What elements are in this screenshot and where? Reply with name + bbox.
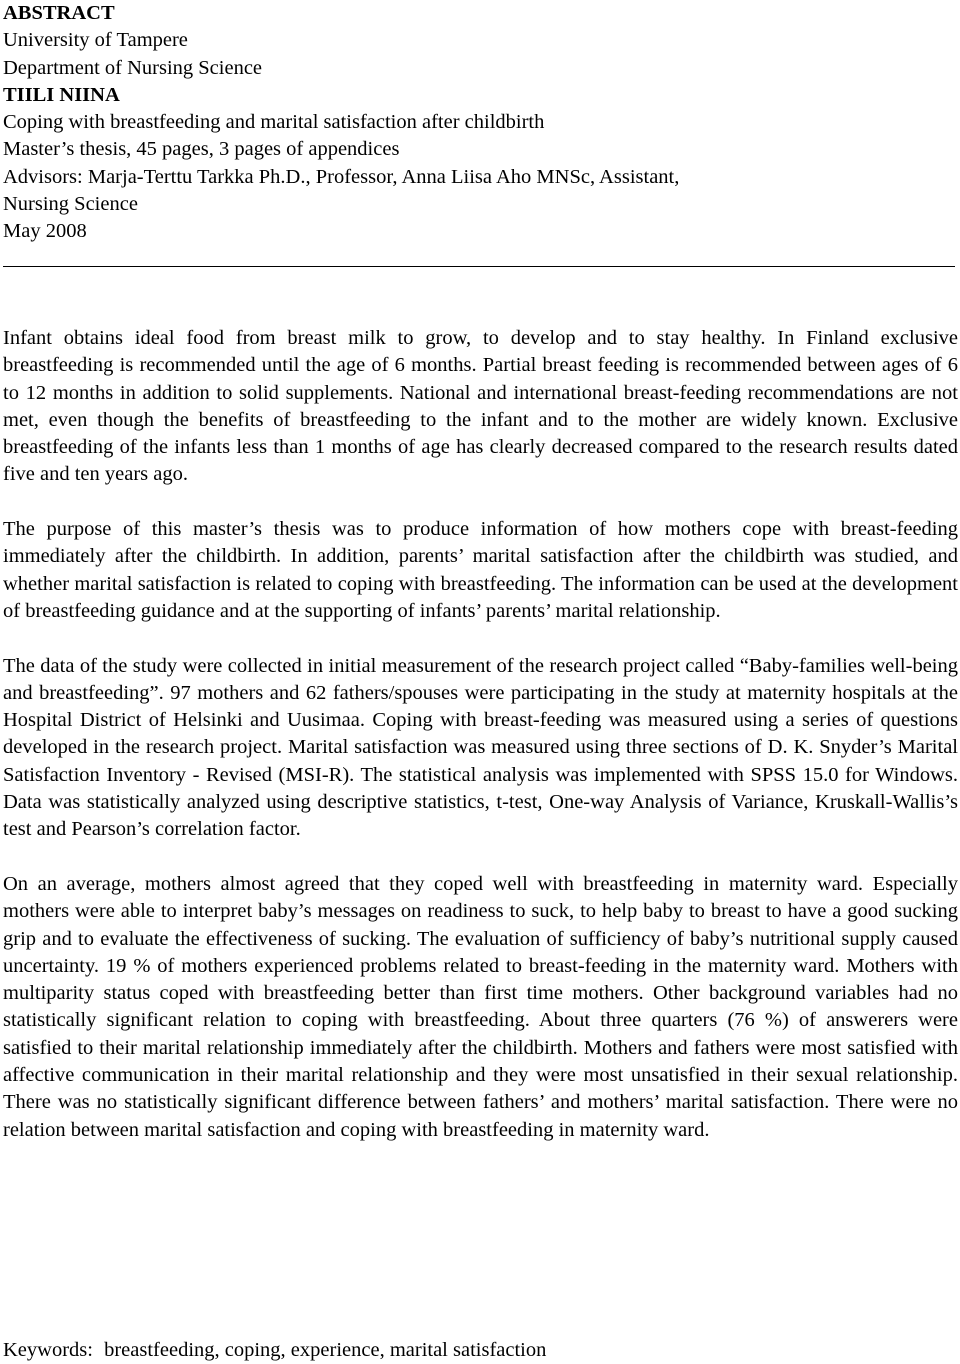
thesis-info: Master’s thesis, 45 pages, 3 pages of appendices <box>3 138 400 161</box>
thesis-title: Coping with breastfeeding and marital satisfaction after childbirth <box>3 111 545 134</box>
university-name: University of Tampere <box>3 29 188 52</box>
abstract-paragraph-purpose: The purpose of this master’s thesis was to produce information of how mothers cope with breast-feeding immediately after the childbirth. In addition, parents’ marital satisfaction after the childbirth was studied, and whether marital satisfaction is related to coping with breastfeeding. The information can be used at the development of breastfeeding guidance and at the supporting of infants’ parents’ marital relationship. <box>3 518 958 622</box>
header-divider <box>3 266 955 267</box>
keywords-label: Keywords: <box>3 1339 93 1361</box>
department-name: Department of Nursing Science <box>3 56 263 79</box>
abstract-body <box>3 325 958 1144</box>
abstract-paragraph-methods: The data of the study were collected in initial measurement of the research project called “Baby-families well-being and breastfeeding”. 97 mothers and 62 fathers/spouses were participating in the study at maternity hospitals at the Hospital District of Helsinki and Uusimaa. Coping with breast-feeding was measured using a series of questions developed in the research project. Marital satisfaction was measured using three sections of D. K. Snyder’s Marital Satisfaction Inventory - Revised (MSI-R). The statistical analysis was implemented with SPSS 15.0 for Windows. Data was statistically analyzed using descriptive statistics, t-test, One-way Analysis of Variance, Kruskall-Wallis’s test and Pearson’s correlation factor. <box>3 654 958 841</box>
thesis-date: May 2008 <box>3 220 87 243</box>
keywords-line <box>3 1337 546 1364</box>
abstract-header <box>3 0 958 246</box>
advisors-line: Advisors: Marja-Terttu Tarkka Ph.D., Professor, Anna Liisa Aho MNSc, Assistant, <box>3 165 680 188</box>
abstract-paragraph-results: On an average, mothers almost agreed that they coped well with breastfeeding in maternity ward. Especially mothers were able to interpret baby’s messages on readiness to suck, to help baby to breast to have a good sucking grip and to evaluate the effectiveness of sucking. The evaluation of sufficiency of baby’s nutritional supply caused uncertainty. 19 % of mothers experienced problems related to breast-feeding in the maternity ward. Mothers with multiparity status coped with breastfeeding better than first time mothers. Other background variables had no statistically significant relation to coping with breastfeeding. About three quarters (76 %) of answerers were satisfied to their marital relationship immediately after the childbirth. Mothers and fathers were most satisfied with affective communication in their marital relationship and they were most unsatisfied in their sexual relationship. There was no statistically significant difference between fathers’ and mothers’ marital satisfaction. There were no relation between marital satisfaction and coping with breastfeeding in maternity ward. <box>3 872 958 1141</box>
author-name: TIILI NIINA <box>3 83 120 106</box>
advisors-line-continued: Nursing Science <box>3 193 138 216</box>
abstract-paragraph-background: Infant obtains ideal food from breast milk to grow, to develop and to stay healthy. In Finland exclusive breastfeeding is recommended until the age of 6 months. Partial breast feeding is recommended between ages of 6 to 12 months in addition to solid supplements. National and international breast-feeding recommendations are not met, even though the benefits of breastfeeding to the infant and to the mother are widely known. Exclusive breastfeeding of the infants less than 1 months of age has clearly decreased compared to the research results dated five and ten years ago. <box>3 327 958 486</box>
keywords-value: breastfeeding, coping, experience, marital satisfaction <box>104 1339 547 1361</box>
abstract-heading: ABSTRACT <box>3 2 115 24</box>
